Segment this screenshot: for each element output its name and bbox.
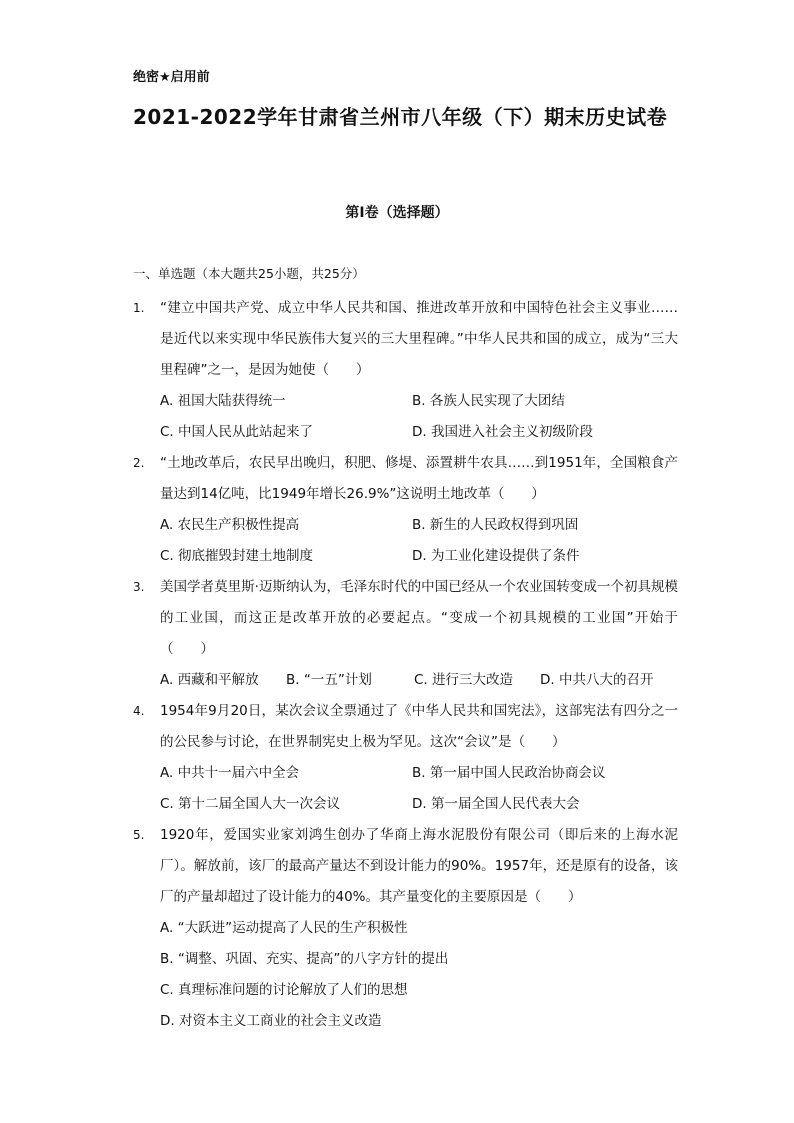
option-d: D. 对资本主义工商业的社会主义改造 — [160, 1013, 382, 1029]
option-b: B. “一五”计划 — [286, 672, 372, 688]
option-c: C. 进行三大改造 — [414, 672, 514, 688]
question-stem: 1920年，爱国实业家刘鸿生创办了华商上海水泥股份有限公司（即后来的上海水泥厂）。解放前，该厂的最高产量达不到设计能力的90%。1957年，还是原有的设备，该厂的产量却超过了设计能力的40%。其产量变化的主要原因是（ ） — [160, 827, 678, 905]
question-stem: 美国学者莫里斯·迈斯纳认为，毛泽东时代的中国已经从一个农业国转变成一个初具规模的工业国，而这正是改革开放的必要起点。“变成一个初具规模的工业国”开始于（ ） — [160, 579, 678, 657]
option-d: D. 我国进入社会主义初级阶段 — [412, 424, 593, 440]
option-c: C. 第十二届全国人大一次会议 — [160, 796, 341, 812]
section-heading: 一、单选题（本大题共25小题，共25分） — [133, 266, 365, 281]
volume-heading: 第Ⅰ卷（选择题） — [345, 205, 449, 221]
secret-mark: 绝密★启用前 — [133, 70, 210, 85]
question-list — [133, 293, 678, 1037]
option-c: C. 真理标准问题的讨论解放了人们的思想 — [160, 982, 408, 998]
option-a: A. “大跃进”运动提高了人民的生产积极性 — [160, 920, 408, 936]
option-b: B. 第一届中国人民政治协商会议 — [412, 765, 606, 781]
question-number: 3. — [133, 580, 145, 594]
option-a: A. 中共十一届六中全会 — [160, 765, 300, 781]
option-b: B. 新生的人民政权得到巩固 — [412, 517, 579, 533]
option-d: D. 为工业化建设提供了条件 — [412, 548, 580, 564]
question-options — [160, 510, 678, 572]
question-stem: “建立中国共产党、成立中华人民共和国、推进改革开放和中国特色社会主义事业……是近代以来实现中华民族伟大复兴的三大里程碑。”中华人民共和国的成立，成为“三大里程碑”之一，是因为她使（ ） — [160, 300, 678, 378]
question-options — [160, 665, 678, 696]
question-stem: “土地改革后，农民早出晚归，积肥、修堤、添置耕牛农具……到1951年，全国粮食产量达到14亿吨，比1949年增长26.9%”这说明土地改革（ ） — [160, 455, 678, 502]
question-number: 1. — [133, 301, 145, 315]
option-d: D. 第一届全国人民代表大会 — [412, 796, 580, 812]
option-a: A. 西藏和平解放 — [160, 672, 259, 688]
question-3 — [133, 572, 678, 696]
question-2 — [133, 448, 678, 572]
question-4 — [133, 696, 678, 820]
question-stem: 1954年9月20日，某次会议全票通过了《中华人民共和国宪法》，这部宪法有四分之一的公民参与讨论，在世界制宪史上极为罕见。这次“会议”是（ ） — [160, 703, 678, 750]
question-number: 4. — [133, 704, 145, 718]
option-b: B. “调整、巩固、充实、提高”的八字方针的提出 — [160, 951, 449, 967]
question-options — [160, 386, 678, 448]
question-options — [160, 758, 678, 820]
option-c: C. 中国人民从此站起来了 — [160, 424, 314, 440]
question-number: 2. — [133, 456, 145, 470]
question-1 — [133, 293, 678, 448]
question-number: 5. — [133, 828, 145, 842]
option-a: A. 祖国大陆获得统一 — [160, 393, 286, 409]
question-options — [160, 913, 678, 1037]
question-5 — [133, 820, 678, 1037]
option-c: C. 彻底摧毁封建土地制度 — [160, 548, 314, 564]
exam-title: 2021-2022学年甘肃省兰州市八年级（下）期末历史试卷 — [133, 105, 668, 129]
option-b: B. 各族人民实现了大团结 — [412, 393, 565, 409]
option-d: D. 中共八大的召开 — [540, 672, 654, 688]
option-a: A. 农民生产积极性提高 — [160, 517, 300, 533]
